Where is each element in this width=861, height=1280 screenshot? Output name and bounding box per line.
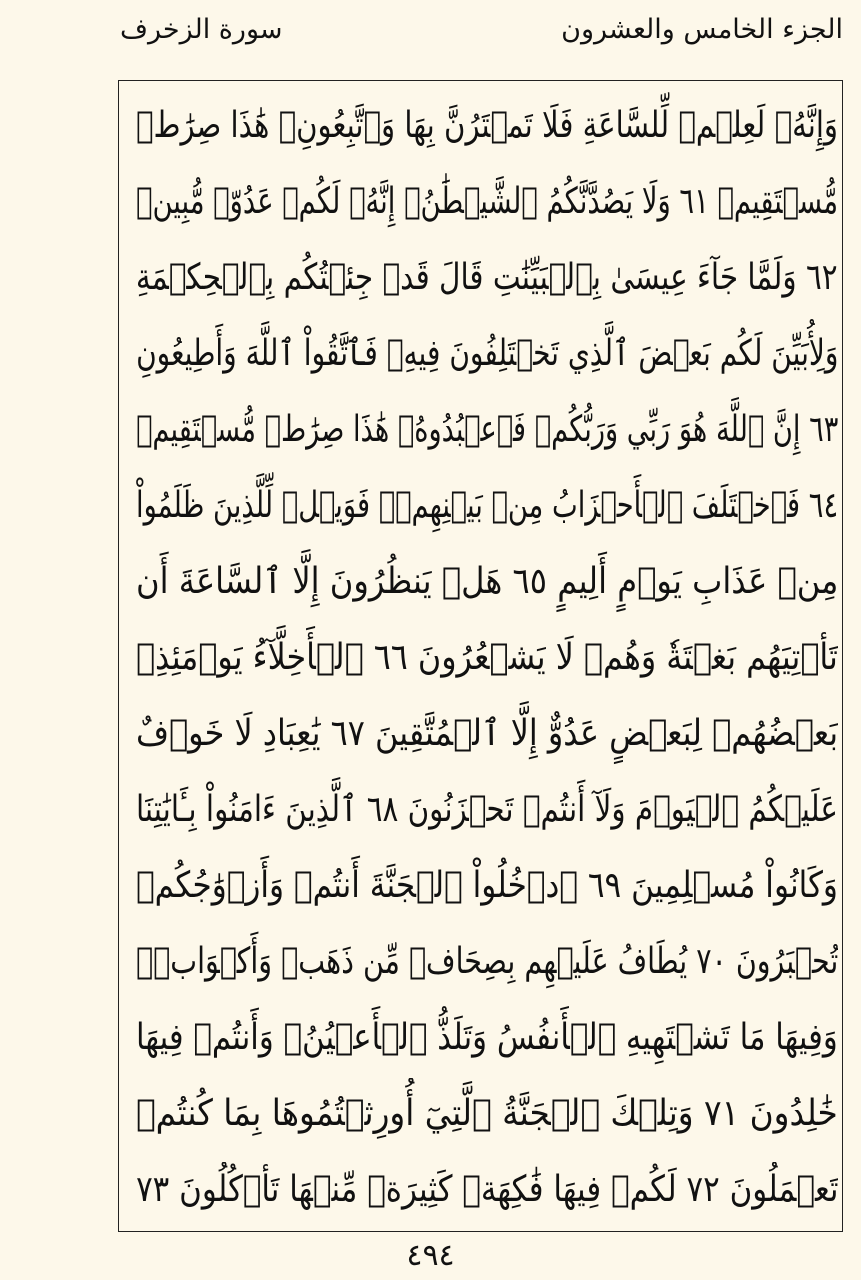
text-line [132,848,838,924]
line-text: وَإِنَّهُۥ لَعِلۡمٞ لِّلسَّاعَةِ فَلَا تَمۡتَرُنَّ بِهَا وَٱتَّبِعُونِۚ هَٰذَا صِرَٰطٞ [136,105,838,146]
line-text: مُّسۡتَقِيمٞ ٦١ وَلَا يَصُدَّنَّكُمُ ٱلشَّيۡطَٰنُۖ إِنَّهُۥ لَكُمۡ عَدُوّٞ مُّبِينٞ [135,181,838,222]
line-text: ٦٢ وَلَمَّا جَآءَ عِيسَىٰ بِٱلۡبَيِّنَٰتِ قَالَ قَدۡ جِئۡتُكُم بِٱلۡحِكۡمَةِ [136,257,838,298]
line-text: ٦٤ فَٱخۡتَلَفَ ٱلۡأَحۡزَابُ مِنۢ بَيۡنِهِمۡۖ فَوَيۡلٞ لِّلَّذِينَ ظَلَمُواْ [135,485,838,526]
page-header [0,8,861,68]
text-line [132,1152,838,1228]
line-text: مِنۡ عَذَابِ يَوۡمٍ أَلِيمٍ ٦٥ هَلۡ يَنظُرُونَ إِلَّا ٱلسَّاعَةَ أَن [135,561,838,602]
line-text: بَعۡضُهُمۡ لِبَعۡضٍ عَدُوٌّ إِلَّا ٱلۡمُتَّقِينَ ٦٧ يَٰعِبَادِ لَا خَوۡفٌ [135,713,838,754]
line-text: عَلَيۡكُمُ ٱلۡيَوۡمَ وَلَآ أَنتُمۡ تَحۡزَنُونَ ٦٨ ٱلَّذِينَ ءَامَنُواْ بِـَٔايَٰتِنَا [136,789,838,830]
line-text: تُحۡبَرُونَ ٧٠ يُطَافُ عَلَيۡهِم بِصِحَافٖ مِّن ذَهَبٖ وَأَكۡوَابٖۖ [135,941,838,982]
text-line [132,1076,838,1152]
line-text: ٦٣ إِنَّ ٱللَّهَ هُوَ رَبِّي وَرَبُّكُمۡ فَٱعۡبُدُوهُۚ هَٰذَا صِرَٰطٞ مُّسۡتَقِيمٞ [135,409,838,450]
text-line [132,392,838,468]
text-line [132,544,838,620]
text-line [132,620,838,696]
page-number: ٤٩٤ [406,1238,455,1273]
line-text: وَفِيهَا مَا تَشۡتَهِيهِ ٱلۡأَنفُسُ وَتَلَذُّ ٱلۡأَعۡيُنُۖ وَأَنتُمۡ فِيهَا [136,1017,838,1058]
text-line [132,924,838,1000]
text-line [132,772,838,848]
line-text: تَأۡتِيَهُم بَغۡتَةٗ وَهُمۡ لَا يَشۡعُرُونَ ٦٦ ٱلۡأَخِلَّآءُ يَوۡمَئِذِۭ [136,637,838,678]
text-line [132,88,838,164]
line-text: خَٰلِدُونَ ٧١ وَتِلۡكَ ٱلۡجَنَّةُ ٱلَّتِيٓ أُورِثۡتُمُوهَا بِمَا كُنتُمۡ [136,1093,838,1134]
text-line [132,240,838,316]
line-text: وَكَانُواْ مُسۡلِمِينَ ٦٩ ٱدۡخُلُواْ ٱلۡجَنَّةَ أَنتُمۡ وَأَزۡوَٰجُكُمۡ [136,865,838,906]
juz-title: الجزء الخامس والعشرون [561,14,843,45]
line-text: وَلِأُبَيِّنَ لَكُم بَعۡضَ ٱلَّذِي تَخۡتَلِفُونَ فِيهِۖ فَٱتَّقُواْ ٱللَّهَ وَأَطِيعُونِ [135,333,838,374]
line-text: تَعۡمَلُونَ ٧٢ لَكُمۡ فِيهَا فَٰكِهَةٞ كَثِيرَةٞ مِّنۡهَا تَأۡكُلُونَ ٧٣ [135,1169,838,1210]
text-line [132,164,838,240]
text-line [132,696,838,772]
verse-text-block [132,88,838,1224]
text-line [132,316,838,392]
text-line [132,468,838,544]
text-line [132,1000,838,1076]
surah-title: سورة الزخرف [120,14,283,45]
